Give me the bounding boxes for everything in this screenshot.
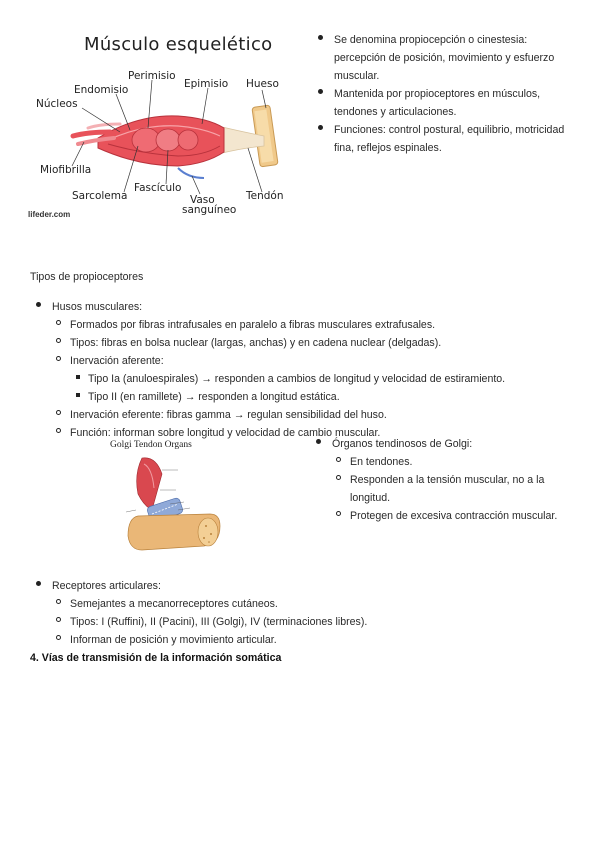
bullet-icon: [36, 302, 41, 307]
golgi-figure: [108, 440, 228, 558]
label-miofibrilla: Miofibrilla: [40, 164, 92, 176]
bullet-icon: [336, 475, 341, 480]
label-tendon: Tendón: [246, 190, 284, 202]
list-item: Semejantes a mecanorreceptores cutáneos.: [30, 594, 580, 612]
golgi-illustration: [108, 454, 228, 558]
label-sanguineo: sanguíneo: [182, 204, 237, 216]
list-item: Tipos: I (Ruffini), II (Pacini), III (Golgi), IV (terminaciones libres).: [30, 612, 580, 630]
bullet-icon: [76, 393, 80, 397]
bullet-icon: [56, 635, 61, 640]
list-item: Formados por fibras intrafusales en paralelo a fibras musculares extrafusales.: [30, 315, 580, 333]
bullet-icon: [56, 599, 61, 604]
golgi-heading: Órganos tendinosos de Golgi:: [310, 434, 572, 452]
articulares-heading: Receptores articulares:: [30, 576, 580, 594]
golgi-figure-title: Golgi Tendon Organs: [110, 440, 192, 450]
bullet-icon: [56, 338, 61, 343]
list-item: Responden a la tensión muscular, no a la longitud.: [310, 470, 572, 506]
list-item: Mantenida por propioceptores en músculos, tendones y articulaciones.: [318, 84, 570, 120]
label-endomisio: Endomisio: [74, 84, 129, 96]
bullet-icon: [56, 617, 61, 622]
bullet-icon: [56, 356, 61, 361]
list-item: Tipo Ia (anuloespirales) → responden a cambios de longitud y velocidad de estiramiento.: [30, 369, 580, 387]
muscle-figure: [28, 28, 298, 228]
bullet-icon: [318, 35, 323, 40]
list-item: Protegen de excesiva contracción muscular.: [310, 506, 572, 524]
golgi-block: [310, 434, 572, 524]
section-title: Tipos de propioceptores: [30, 271, 144, 283]
bullet-icon: [56, 320, 61, 325]
bullet-icon: [56, 410, 61, 415]
muscle-figure-title: Músculo esquelético: [84, 34, 273, 55]
husos-block: [30, 297, 580, 441]
label-hueso: Hueso: [246, 78, 279, 90]
list-item: Inervación aferente:: [30, 351, 580, 369]
intro-list: [318, 30, 570, 156]
label-sarcolema: Sarcolema: [72, 190, 128, 202]
bullet-icon: [318, 125, 323, 130]
label-vaso: Vaso: [190, 194, 215, 206]
bullet-icon: [316, 439, 321, 444]
list-item: Informan de posición y movimiento articular.: [30, 630, 580, 648]
label-perimisio: Perimisio: [128, 70, 176, 82]
list-item: Tipo II (en ramillete) → responden a longitud estática.: [30, 387, 580, 405]
bullet-icon: [336, 457, 341, 462]
bullet-icon: [56, 428, 61, 433]
list-item: Tipos: fibras en bolsa nuclear (largas, anchas) y en cadena nuclear (delgadas).: [30, 333, 580, 351]
label-epimisio: Epimisio: [184, 78, 229, 90]
bullet-icon: [36, 581, 41, 586]
husos-heading: Husos musculares:: [30, 297, 580, 315]
label-fasciculo: Fascículo: [134, 182, 182, 194]
watermark: lifeder.com: [28, 210, 71, 219]
bullet-icon: [336, 511, 341, 516]
list-item: En tendones.: [310, 452, 572, 470]
bullet-icon: [76, 375, 80, 379]
list-item: Se denomina propiocepción o cinestesia: percepción de posición, movimiento y esfuerzo muscular.: [318, 30, 570, 84]
list-item: Inervación eferente: fibras gamma → regulan sensibilidad del huso.: [30, 405, 580, 423]
list-item: Funciones: control postural, equilibrio, motricidad fina, reflejos espinales.: [318, 120, 570, 156]
list-item: Función: informan sobre longitud y velocidad de cambio muscular.: [30, 423, 580, 441]
label-nucleos: Núcleos: [36, 98, 78, 110]
articulares-block: [30, 576, 580, 648]
bullet-icon: [318, 89, 323, 94]
section-heading-4: 4. Vías de transmisión de la información somática: [30, 652, 282, 664]
